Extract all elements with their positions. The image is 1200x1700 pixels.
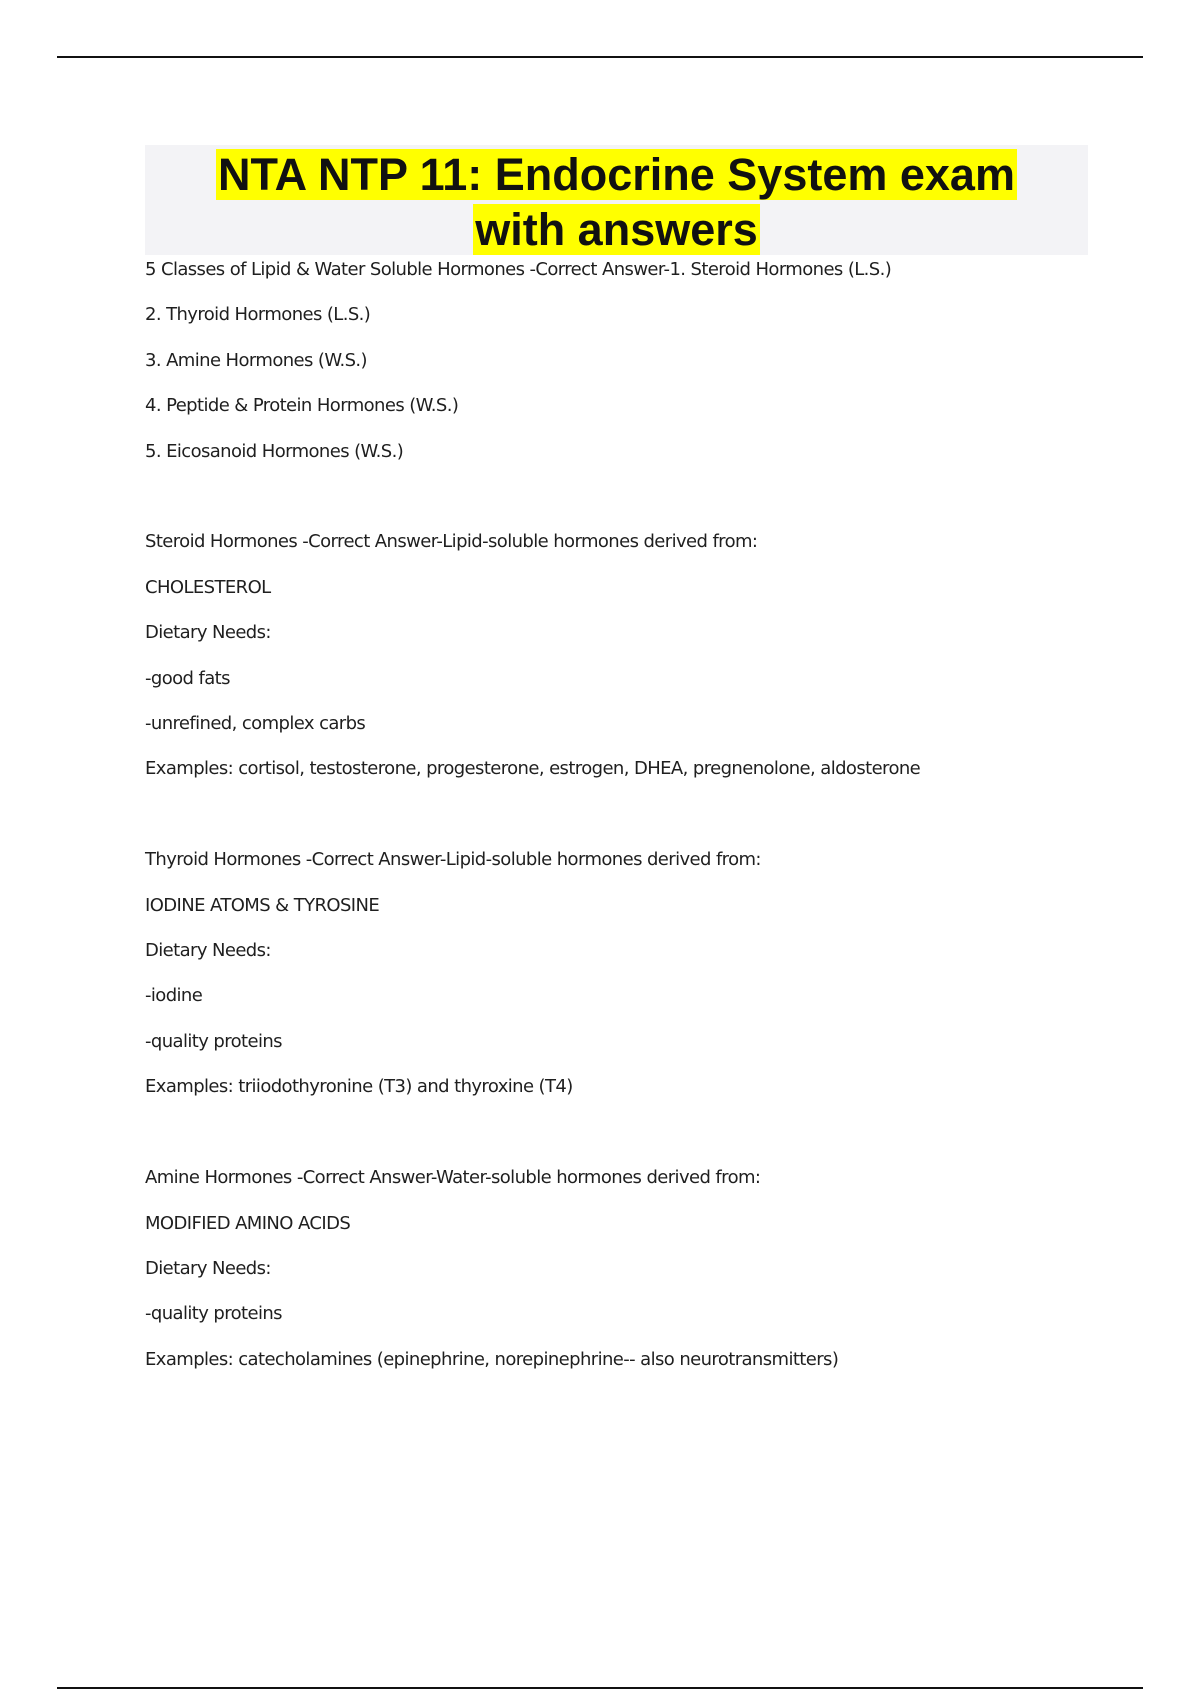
answer-line: 3. Amine Hormones (W.S.) bbox=[145, 349, 367, 371]
document-body bbox=[145, 250, 1105, 1385]
answer-line: Examples: triiodothyronine (T3) and thyroxine (T4) bbox=[145, 1076, 573, 1098]
question-line: Thyroid Hormones -Correct Answer-Lipid-soluble hormones derived from: bbox=[145, 849, 761, 871]
section-thyroid-hormones bbox=[145, 840, 1105, 1112]
answer-line: 2. Thyroid Hormones (L.S.) bbox=[145, 304, 371, 326]
title-block bbox=[145, 145, 1088, 255]
question-line: Amine Hormones -Correct Answer-Water-soluble hormones derived from: bbox=[145, 1167, 761, 1189]
section-spacer bbox=[145, 477, 1105, 523]
header-rule bbox=[57, 56, 1143, 58]
section-amine-hormones bbox=[145, 1158, 1105, 1385]
answer-line: Dietary Needs: bbox=[145, 622, 271, 644]
answer-line: -good fats bbox=[145, 667, 230, 689]
title-line-2: with answers bbox=[475, 204, 758, 255]
footer-rule bbox=[57, 1687, 1143, 1689]
answer-line: Dietary Needs: bbox=[145, 940, 271, 962]
question-line: Steroid Hormones -Correct Answer-Lipid-soluble hormones derived from: bbox=[145, 531, 758, 553]
answer-line: -quality proteins bbox=[145, 1030, 282, 1052]
answer-line: IODINE ATOMS & TYROSINE bbox=[145, 894, 380, 916]
answer-line: -iodine bbox=[145, 985, 203, 1007]
answer-line: Examples: cortisol, testosterone, progesterone, estrogen, DHEA, pregnenolone, aldosterone bbox=[145, 758, 921, 780]
answer-line: 5. Eicosanoid Hormones (W.S.) bbox=[145, 440, 404, 462]
answer-line: MODIFIED AMINO ACIDS bbox=[145, 1212, 351, 1234]
answer-line: CHOLESTEROL bbox=[145, 576, 271, 598]
answer-line: -unrefined, complex carbs bbox=[145, 713, 366, 735]
answer-line: Dietary Needs: bbox=[145, 1257, 271, 1279]
answer-line: 4. Peptide & Protein Hormones (W.S.) bbox=[145, 395, 459, 417]
question-line: 5 Classes of Lipid & Water Soluble Hormones -Correct Answer-1. Steroid Hormones (L.S.) bbox=[145, 259, 892, 280]
title-line-1: NTA NTP 11: Endocrine System exam bbox=[218, 149, 1015, 200]
section-spacer bbox=[145, 1113, 1105, 1159]
answer-line: -quality proteins bbox=[145, 1303, 282, 1325]
section-steroid-hormones bbox=[145, 522, 1105, 794]
section-hormone-classes bbox=[145, 250, 1105, 477]
section-spacer bbox=[145, 795, 1105, 841]
document-title bbox=[145, 145, 1088, 257]
answer-line: Examples: catecholamines (epinephrine, norepinephrine-- also neurotransmitters) bbox=[145, 1348, 839, 1370]
